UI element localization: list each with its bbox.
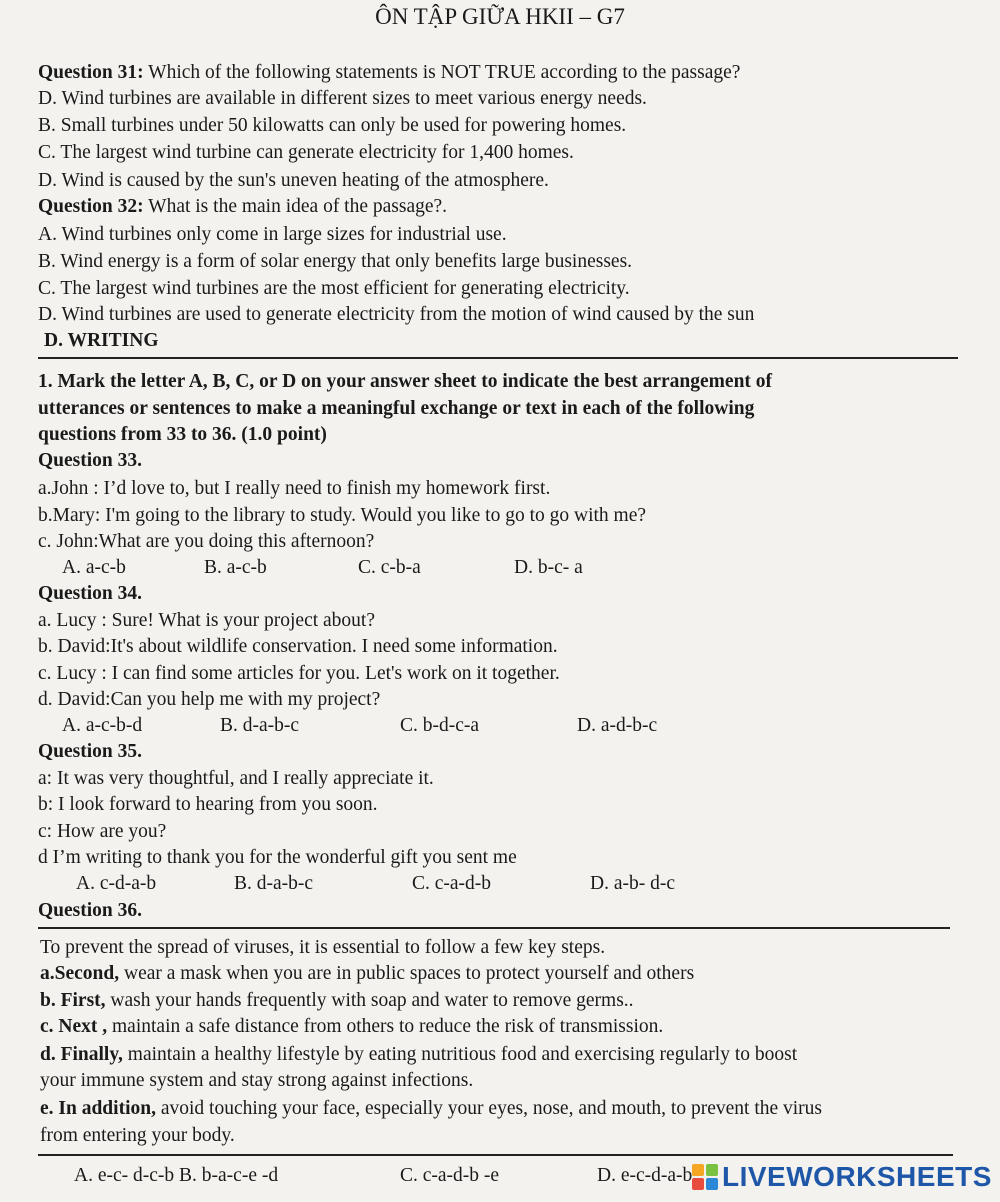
section-heading-writing: D. WRITING (44, 330, 159, 351)
question-34-label: Question 34. (38, 583, 143, 604)
q36-intro: To prevent the spread of viruses, it is essential to follow a few key steps. (40, 937, 606, 958)
q35-line: a: It was very thoughtful, and I really appreciate it. (38, 768, 434, 789)
q36-item-c-text: maintain a safe distance from others to reduce the risk of transmission. (107, 1016, 664, 1037)
q34-answer-a: A. a-c-b-d (62, 715, 143, 736)
q33-answer-d: D. b-c- a (514, 557, 583, 578)
q36-item-c-key: c. Next , (40, 1016, 108, 1037)
q33-line: a.John : I’d love to, but I really need to finish my homework first. (38, 478, 551, 499)
q34-answer-d: D. a-d-b-c (577, 715, 658, 736)
question-32 (38, 194, 447, 220)
instruction-line: 1. Mark the letter A, B, C, or D on your answer sheet to indicate the best arrangement of (38, 371, 773, 392)
q36-item-d-text: maintain a healthy lifestyle by eating nutritious food and exercising regularly to boost (122, 1044, 798, 1065)
q31-option: C. The largest wind turbine can generate electricity for 1,400 homes. (38, 142, 574, 163)
q35-answer-c: C. c-a-d-b (412, 873, 492, 894)
q36-item-d-key: d. Finally, (40, 1044, 123, 1065)
q32-option: B. Wind energy is a form of solar energy that only benefits large businesses. (38, 251, 633, 272)
q35-line: c: How are you? (38, 821, 167, 842)
q36-answer-a-b: A. e-c- d-c-b B. b-a-c-e -d (74, 1165, 279, 1186)
q34-answer-c: C. b-d-c-a (400, 715, 480, 736)
instruction-line: questions from 33 to 36. (1.0 point) (38, 424, 327, 445)
liveworksheets-logo-text: LIVEWORKSHEETS (722, 1161, 992, 1192)
q34-answer-b: B. d-a-b-c (220, 715, 300, 736)
q33-answer-b: B. a-c-b (204, 557, 267, 578)
q32-option: D. Wind turbines are used to generate electricity from the motion of wind caused by the sun (38, 304, 755, 325)
divider (38, 357, 958, 359)
question-31-text: Which of the following statements is NOT TRUE according to the passage? (143, 62, 741, 83)
question-36-label: Question 36. (38, 900, 143, 921)
liveworksheets-logo (692, 1160, 992, 1194)
q35-line: b: I look forward to hearing from you soon. (38, 794, 378, 815)
page-title: ÔN TẬP GIỮA HKII – G7 (375, 4, 625, 29)
q33-answer-c: C. c-b-a (358, 557, 421, 578)
divider (38, 1154, 953, 1156)
q35-answer-a: A. c-d-a-b (76, 873, 157, 894)
q36-item-c (40, 1014, 663, 1040)
q33-line: b.Mary: I'm going to the library to study. Would you like to go to go with me? (38, 505, 647, 526)
q36-item-d (40, 1042, 797, 1068)
q36-answer-d: D. e-c-d-a-b (597, 1165, 693, 1186)
question-35-label: Question 35. (38, 741, 143, 762)
q36-item-a-key: a.Second, (40, 963, 120, 984)
q33-line: c. John:What are you doing this afternoon? (38, 531, 375, 552)
q36-item-e-text: avoid touching your face, especially your eyes, nose, and mouth, to prevent the virus (155, 1098, 823, 1119)
q36-item-a (40, 961, 694, 987)
question-31 (38, 60, 740, 86)
question-32-text: What is the main idea of the passage?. (143, 196, 448, 217)
q32-option: C. The largest wind turbines are the most efficient for generating electricity. (38, 278, 630, 299)
q36-item-d-continued: your immune system and stay strong against infections. (40, 1070, 474, 1091)
q35-answer-b: B. d-a-b-c (234, 873, 314, 894)
question-31-label: Question 31: (38, 62, 144, 83)
q31-option: D. Wind turbines are available in different sizes to meet various energy needs. (38, 88, 647, 109)
q36-item-e-continued: from entering your body. (40, 1125, 235, 1146)
q34-line: d. David:Can you help me with my project? (38, 689, 381, 710)
q32-option: A. Wind turbines only come in large sizes for industrial use. (38, 224, 507, 245)
q35-line: d I’m writing to thank you for the wonderful gift you sent me (38, 847, 517, 868)
q31-option: B. Small turbines under 50 kilowatts can only be used for powering homes. (38, 115, 627, 136)
q36-item-b-key: b. First, (40, 990, 106, 1011)
q36-item-e (40, 1096, 822, 1122)
question-32-label: Question 32: (38, 196, 144, 217)
q34-line: b. David:It's about wildlife conservation. I need some information. (38, 636, 558, 657)
instruction-line: utterances or sentences to make a meaningful exchange or text in each of the following (38, 398, 755, 419)
q35-answer-d: D. a-b- d-c (590, 873, 675, 894)
q31-option: D. Wind is caused by the sun's uneven heating of the atmosphere. (38, 170, 549, 191)
q34-line: c. Lucy : I can find some articles for you. Let's work on it together. (38, 663, 560, 684)
q34-line: a. Lucy : Sure! What is your project about? (38, 610, 375, 631)
question-33-label: Question 33. (38, 450, 143, 471)
q33-answer-a: A. a-c-b (62, 557, 126, 578)
liveworksheets-logo-icon (692, 1164, 718, 1190)
q36-answer-c: C. c-a-d-b -e (400, 1165, 500, 1186)
q36-item-b-text: wash your hands frequently with soap and water to remove germs.. (105, 990, 634, 1011)
q36-item-e-key: e. In addition, (40, 1098, 156, 1119)
q36-item-b (40, 988, 634, 1014)
q36-item-a-text: wear a mask when you are in public spaces to protect yourself and others (119, 963, 695, 984)
divider (38, 927, 950, 929)
